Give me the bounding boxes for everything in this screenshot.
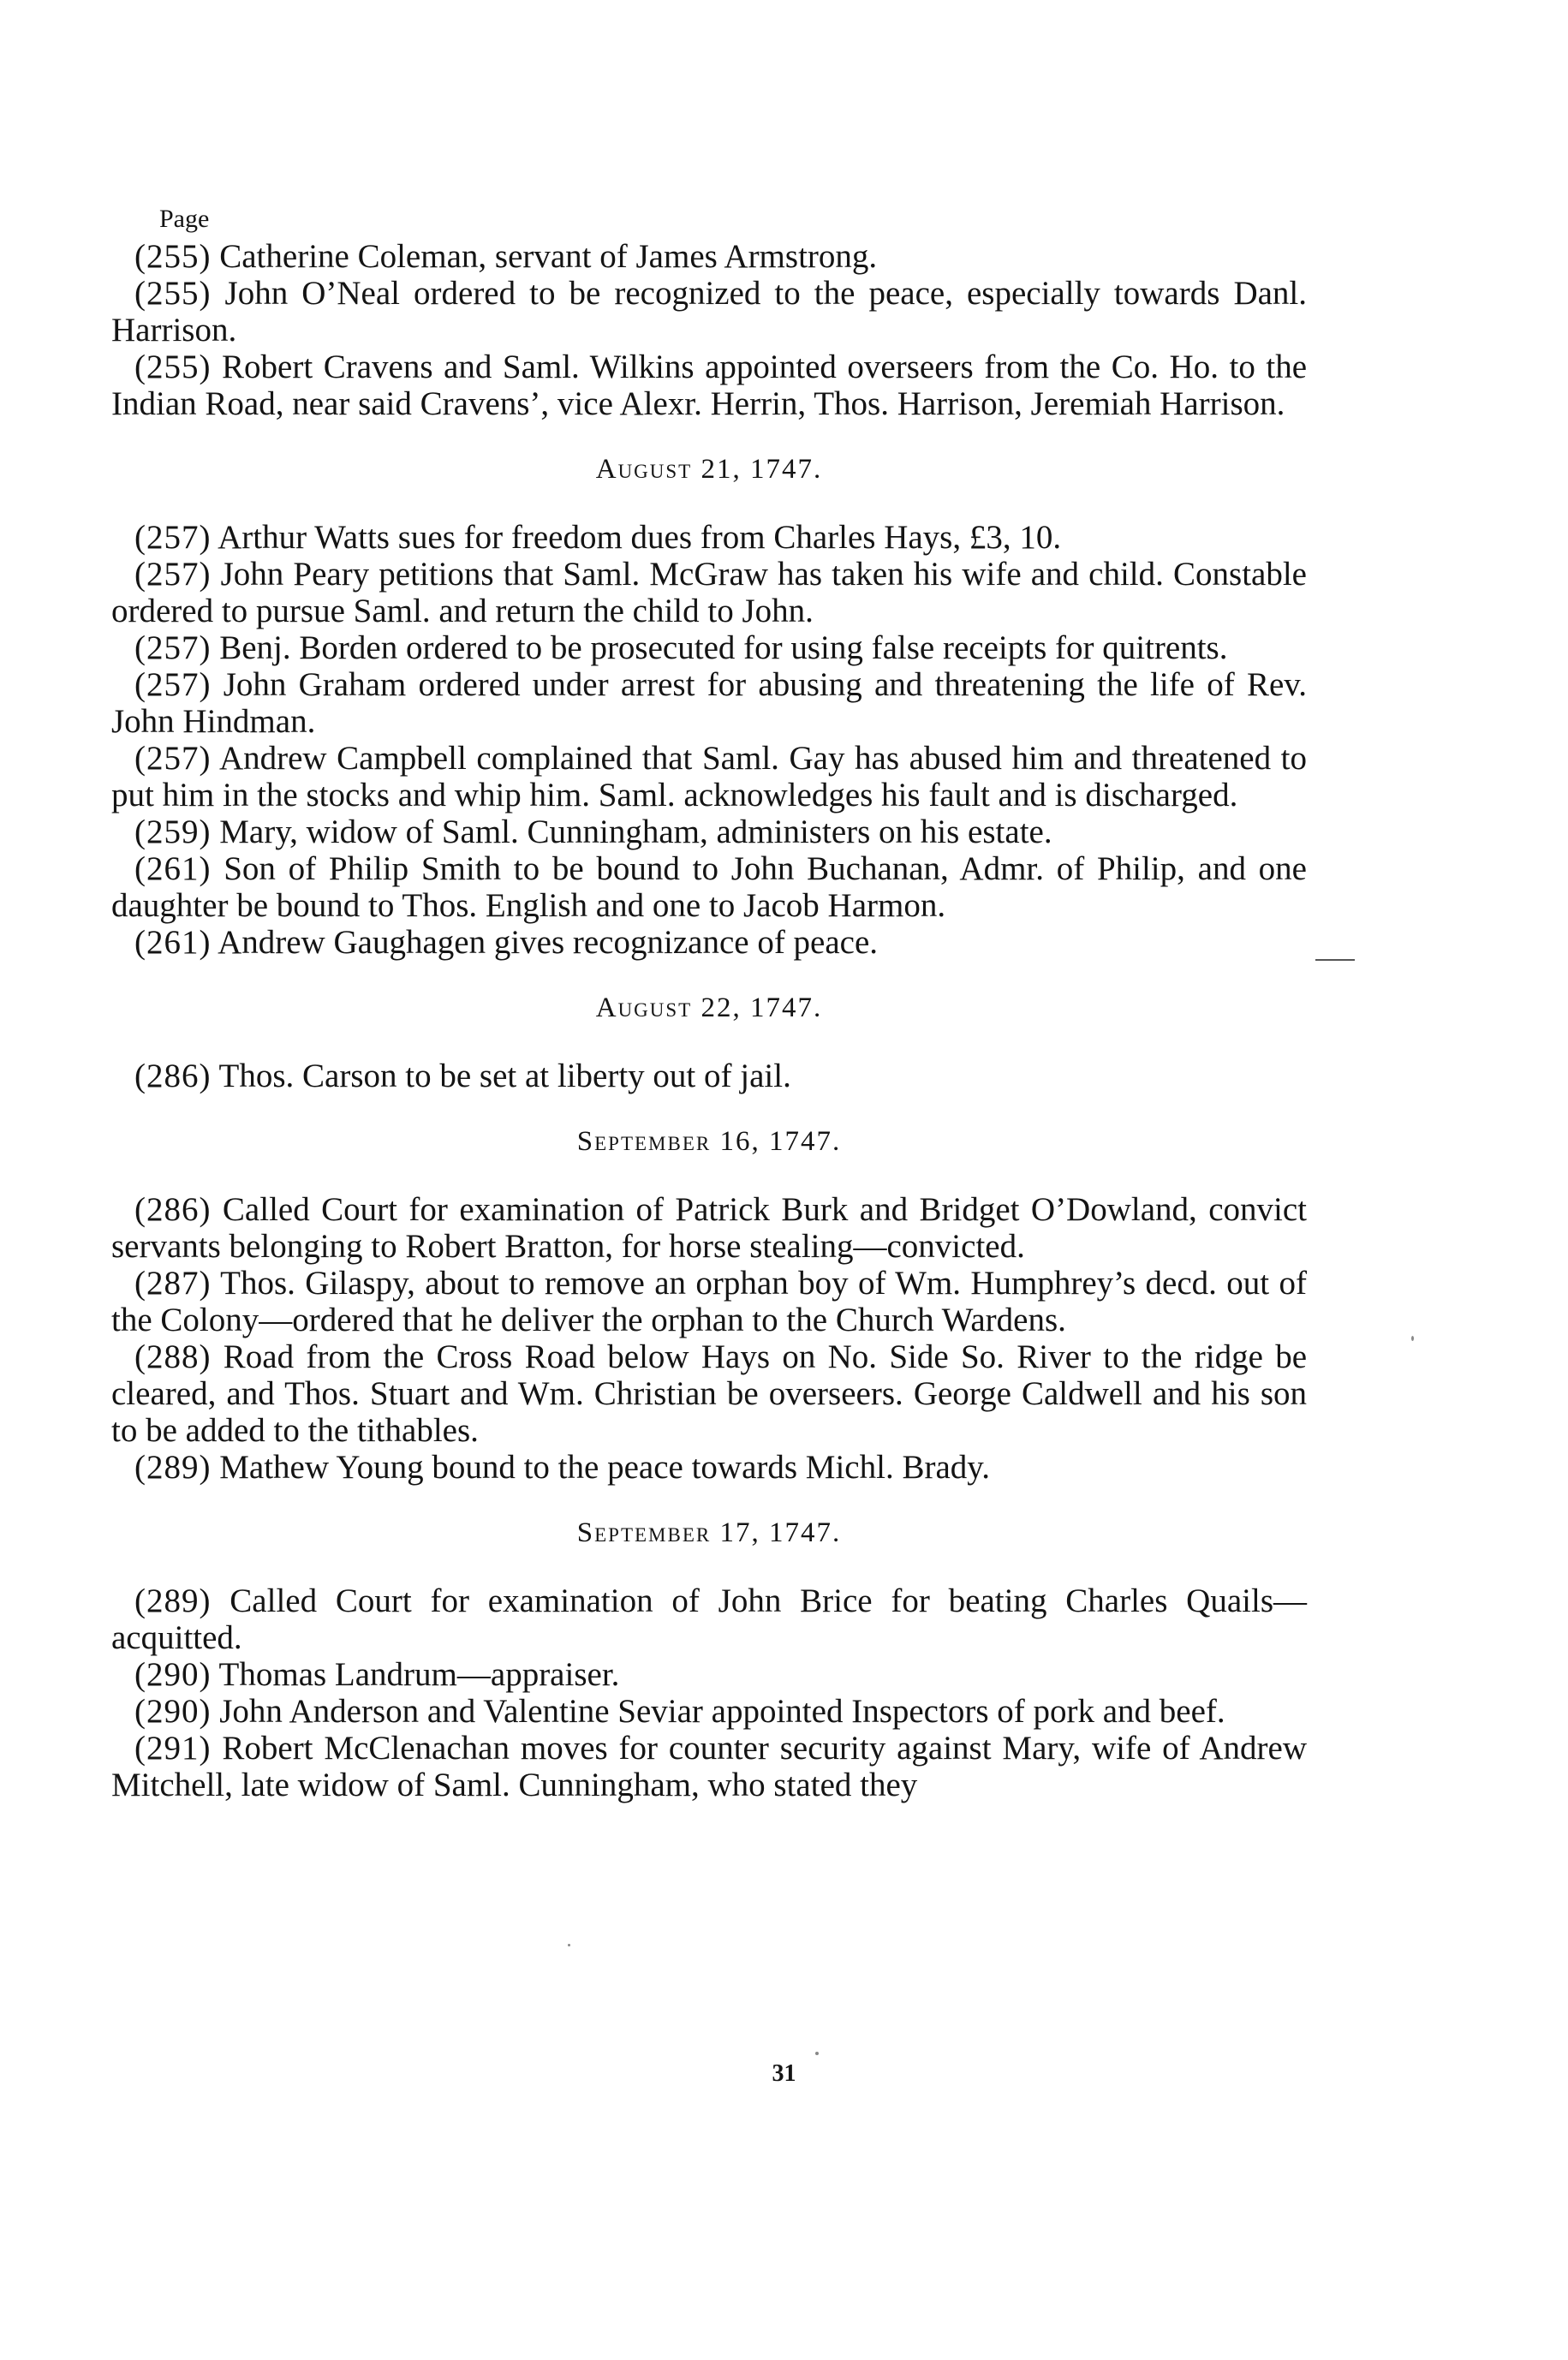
entry-text: Road from the Cross Road below Hays on No. Side So. River to the ridge be cleared, and Thos. Stuart and Wm. Christian be overseers. George Caldwell and his son to be added to the tithables. xyxy=(111,1338,1307,1449)
entry-text: Benj. Borden ordered to be prosecuted for using false receipts for quitrents. xyxy=(219,629,1228,666)
date-heading: August 22, 1747. xyxy=(595,992,823,1023)
record-entry xyxy=(111,238,1307,275)
page-reference: (261) xyxy=(134,924,212,961)
page-reference: (290) xyxy=(134,1656,212,1693)
entry-text: Arthur Watts sues for freedom dues from Charles Hays, £3, 10. xyxy=(218,519,1062,556)
date-heading: August 21, 1747. xyxy=(595,454,823,485)
record-entry xyxy=(111,629,1307,666)
page-reference: (257) xyxy=(134,519,212,556)
entry-text: John Anderson and Valentine Seviar appointed Inspectors of pork and beef. xyxy=(219,1693,1225,1730)
entry-text: Called Court for examination of Patrick Burk and Bridget O’Dowland, convict servants belonging to Robert Bratton, for horse stealing—convicted. xyxy=(111,1191,1307,1265)
record-entry xyxy=(111,1730,1307,1803)
record-entry xyxy=(111,1656,1307,1693)
record-entry xyxy=(111,275,1307,349)
page-reference: (259) xyxy=(134,813,212,850)
scan-speck xyxy=(568,1944,570,1946)
page-reference: (289) xyxy=(134,1582,212,1619)
entry-text: Robert McClenachan moves for counter security against Mary, wife of Andrew Mitchell, late widow of Saml. Cunningham, who stated they xyxy=(111,1730,1308,1803)
page-reference: (255) xyxy=(134,349,212,385)
record-entry xyxy=(111,349,1307,422)
entry-text: Thos. Gilaspy, about to remove an orphan boy of Wm. Humphrey’s decd. out of the Colony—ordered that he deliver the orphan to the Church Wardens. xyxy=(111,1265,1307,1338)
date-heading: September 16, 1747. xyxy=(576,1126,842,1157)
page-reference: (255) xyxy=(134,275,212,312)
page-reference: (257) xyxy=(134,666,212,703)
page-label: Page xyxy=(159,205,210,233)
record-entry xyxy=(111,1058,1307,1094)
record-entry xyxy=(111,1265,1307,1338)
text-column xyxy=(111,202,1307,1803)
record-entry xyxy=(111,850,1307,924)
record-entry xyxy=(111,1338,1307,1449)
page-reference: (290) xyxy=(134,1693,212,1730)
record-entry xyxy=(111,666,1307,740)
record-entry xyxy=(111,1693,1307,1730)
entry-text: Mary, widow of Saml. Cunningham, administers on his estate. xyxy=(219,813,1052,850)
record-entry xyxy=(111,556,1307,629)
page-reference: (286) xyxy=(134,1058,212,1094)
page-reference: (286) xyxy=(134,1191,212,1228)
record-entry xyxy=(111,1191,1307,1265)
page-reference: (257) xyxy=(134,740,212,777)
entry-text: Thomas Landrum—appraiser. xyxy=(218,1656,620,1693)
entry-text: Catherine Coleman, servant of James Armstrong. xyxy=(219,238,878,275)
entry-text: John Peary petitions that Saml. McGraw has taken his wife and child. Constable ordered to pursue Saml. and return the child to John. xyxy=(111,556,1307,629)
page-reference: (289) xyxy=(134,1449,212,1486)
page-reference: (291) xyxy=(134,1730,212,1767)
entry-text: Andrew Campbell complained that Saml. Gay has abused him and threatened to put him in the stocks and whip him. Saml. acknowledges his fault and is discharged. xyxy=(111,740,1308,813)
page-reference: (261) xyxy=(134,850,212,887)
date-heading: September 17, 1747. xyxy=(576,1517,842,1548)
entry-text: Mathew Young bound to the peace towards Michl. Brady. xyxy=(219,1449,990,1486)
margin-dash-mark xyxy=(1315,959,1355,961)
page-reference: (287) xyxy=(134,1265,212,1302)
entry-text: Called Court for examination of John Brice for beating Charles Quails—acquitted. xyxy=(111,1582,1308,1656)
record-entry xyxy=(111,1449,1307,1486)
entry-text: Thos. Carson to be set at liberty out of jail. xyxy=(218,1058,791,1094)
record-entry xyxy=(111,813,1307,850)
page-reference: (255) xyxy=(134,238,212,275)
entry-text: Robert Cravens and Saml. Wilkins appointed overseers from the Co. Ho. to the Indian Road, near said Cravens’, vice Alexr. Herrin, Thos. Harrison, Jeremiah Harrison. xyxy=(111,349,1308,422)
page-number: 31 xyxy=(772,2060,796,2087)
entry-text: Andrew Gaughagen gives recognizance of peace. xyxy=(218,924,879,961)
record-entry xyxy=(111,924,1307,961)
scan-speck xyxy=(1411,1336,1414,1341)
sections xyxy=(111,238,1307,1803)
page-reference: (257) xyxy=(134,629,212,666)
scan-speck xyxy=(815,2052,819,2055)
page-reference: (288) xyxy=(134,1338,212,1375)
page-reference: (257) xyxy=(134,556,212,593)
entry-text: Son of Philip Smith to be bound to John Buchanan, Admr. of Philip, and one daughter be bound to Thos. English and one to Jacob Harmon. xyxy=(111,850,1307,924)
record-entry xyxy=(111,740,1307,813)
entry-text: John O’Neal ordered to be recognized to the peace, especially towards Danl. Harrison. xyxy=(111,275,1307,349)
entry-text: John Graham ordered under arrest for abusing and threatening the life of Rev. John Hindman. xyxy=(111,666,1307,740)
record-entry xyxy=(111,519,1307,556)
record-entry xyxy=(111,1582,1307,1656)
